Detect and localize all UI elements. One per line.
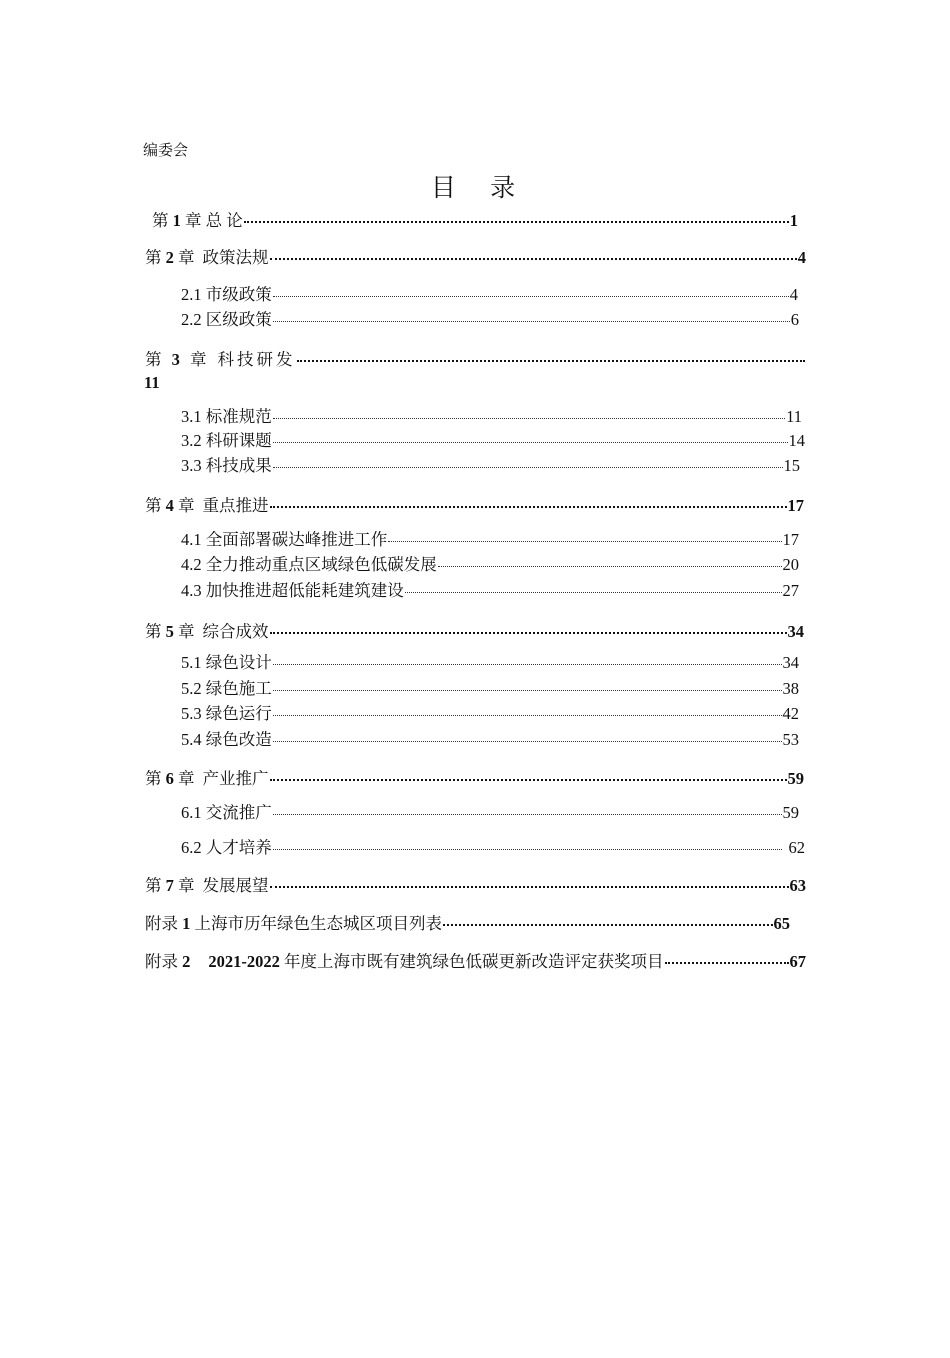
page-number: 62 [788, 838, 805, 857]
chapter-title: 重点推进 [202, 496, 269, 515]
appendix-prefix: 附录 [145, 952, 178, 971]
dot-leader [273, 295, 789, 297]
section-title: 4.1 全面部署碳达峰推进工作 [181, 530, 388, 549]
toc-section-5-4[interactable] [181, 729, 799, 751]
dot-leader [388, 540, 781, 542]
chapter-suffix: 章 [178, 622, 195, 641]
dot-leader [244, 220, 789, 223]
toc-section-5-2[interactable] [181, 678, 799, 700]
dot-leader [273, 441, 788, 443]
chapter-suffix: 章 [178, 876, 195, 895]
section-title: 3.2 科研课题 [181, 431, 272, 450]
page-number: 34 [787, 622, 804, 641]
page-number: 53 [782, 730, 799, 749]
chapter-prefix: 第 [145, 350, 165, 369]
chapter-number: 3 [171, 350, 183, 369]
appendix-number: 1 [182, 914, 191, 933]
dot-leader [270, 885, 789, 888]
page-number: 34 [782, 653, 799, 672]
toc-section-2-1[interactable] [181, 284, 798, 306]
chapter-suffix: 章 [185, 211, 202, 230]
page-number: 4 [797, 248, 806, 267]
dot-leader [273, 813, 782, 815]
section-title: 3.1 标准规范 [181, 407, 272, 426]
dot-leader [273, 417, 785, 419]
page-number: 4 [789, 285, 798, 304]
chapter-prefix: 第 [145, 769, 162, 788]
section-title: 4.3 加快推进超低能耗建筑建设 [181, 581, 404, 600]
toc-appendix-1[interactable] [145, 913, 790, 935]
toc-chapter-6[interactable] [145, 768, 804, 790]
page-number: 17 [787, 496, 804, 515]
page-number: 38 [782, 679, 799, 698]
chapter-prefix: 第 [145, 496, 162, 515]
toc-section-6-2[interactable] [181, 837, 805, 859]
section-title: 5.4 绿色改造 [181, 730, 272, 749]
chapter-prefix: 第 [145, 622, 162, 641]
toc-chapter-5[interactable] [145, 621, 804, 643]
dot-leader [270, 778, 787, 781]
section-title: 5.1 绿色设计 [181, 653, 272, 672]
chapter-title: 科技研发 [217, 350, 296, 369]
page-number: 11 [786, 407, 802, 426]
chapter-suffix: 章 [178, 496, 195, 515]
chapter-number: 4 [165, 496, 174, 515]
toc-section-3-2[interactable] [181, 430, 805, 452]
dot-leader [665, 961, 789, 964]
appendix-prefix: 附录 [145, 914, 178, 933]
dot-leader [405, 591, 782, 593]
dot-leader [297, 359, 806, 362]
page-number: 59 [787, 769, 804, 788]
dot-leader [273, 663, 782, 665]
chapter-prefix: 第 [152, 211, 169, 230]
page-number: 14 [788, 431, 805, 450]
toc-section-4-2[interactable] [181, 554, 799, 576]
toc-chapter-3[interactable] [145, 349, 806, 371]
chapter-title: 综合成效 [202, 622, 269, 641]
dot-leader [273, 740, 782, 742]
dot-leader [273, 848, 782, 850]
section-title: 4.2 全力推动重点区域绿色低碳发展 [181, 555, 437, 574]
appendix-years: 2021-2022 [208, 952, 280, 971]
section-title: 5.3 绿色运行 [181, 704, 272, 723]
section-title: 2.1 市级政策 [181, 285, 272, 304]
page-number: 67 [789, 952, 806, 971]
chapter-number: 2 [165, 248, 174, 267]
chapter-number: 6 [165, 769, 174, 788]
toc-appendix-2[interactable] [145, 951, 806, 973]
toc-section-3-3[interactable] [181, 455, 800, 477]
chapter-title: 政策法规 [202, 248, 269, 267]
toc-chapter-4[interactable] [145, 495, 804, 517]
chapter-prefix: 第 [145, 248, 162, 267]
page-number: 1 [789, 211, 798, 230]
chapter-title: 发展展望 [202, 876, 269, 895]
toc-section-5-3[interactable] [181, 703, 799, 725]
dot-leader [438, 565, 782, 567]
page-title: 目 录 [430, 175, 530, 202]
toc-section-4-3[interactable] [181, 580, 799, 602]
section-title: 3.3 科技成果 [181, 456, 272, 475]
toc-section-5-1[interactable] [181, 652, 799, 674]
chapter-title: 产业推广 [202, 769, 269, 788]
page-number: 63 [789, 876, 806, 895]
chapter-number: 7 [165, 876, 174, 895]
chapter-suffix: 章 [178, 769, 195, 788]
page-number: 20 [782, 555, 799, 574]
dot-leader [270, 257, 797, 260]
toc-section-4-1[interactable] [181, 529, 799, 551]
chapter-prefix: 第 [145, 876, 162, 895]
section-title: 5.2 绿色施工 [181, 679, 272, 698]
dot-leader [270, 505, 787, 508]
chapter-suffix: 章 [178, 248, 195, 267]
editorial-board-label: 编委会 [143, 143, 189, 159]
appendix-number: 2 [182, 952, 191, 971]
toc-section-3-1[interactable] [181, 406, 802, 428]
toc-section-6-1[interactable] [181, 802, 799, 824]
page-number: 42 [782, 704, 799, 723]
chapter-number: 5 [165, 622, 174, 641]
toc-section-2-2[interactable] [181, 309, 799, 331]
dot-leader [273, 714, 782, 716]
toc-chapter-2[interactable] [145, 247, 806, 269]
toc-chapter-7[interactable] [145, 875, 806, 897]
dot-leader [270, 631, 787, 634]
dot-leader [443, 923, 773, 926]
section-title: 2.2 区级政策 [181, 310, 272, 329]
chapter-title: 总 论 [205, 211, 243, 230]
page-number: 17 [782, 530, 799, 549]
toc-chapter-1[interactable] [152, 210, 798, 232]
page-number: 59 [782, 803, 799, 822]
chapter-number: 1 [172, 211, 181, 230]
page-number: 65 [773, 914, 790, 933]
page-number: 15 [783, 456, 800, 475]
section-title: 6.1 交流推广 [181, 803, 272, 822]
appendix-title: 年度上海市既有建筑绿色低碳更新改造评定获奖项目 [284, 952, 664, 971]
dot-leader [273, 320, 790, 322]
appendix-title: 上海市历年绿色生态城区项目列表 [194, 914, 442, 933]
page-number: 27 [782, 581, 799, 600]
dot-leader [273, 466, 783, 468]
section-title: 6.2 人才培养 [181, 838, 272, 857]
page-number: 6 [790, 310, 799, 329]
chapter-suffix: 章 [190, 350, 210, 369]
page-number: 11 [144, 373, 160, 392]
dot-leader [273, 689, 782, 691]
